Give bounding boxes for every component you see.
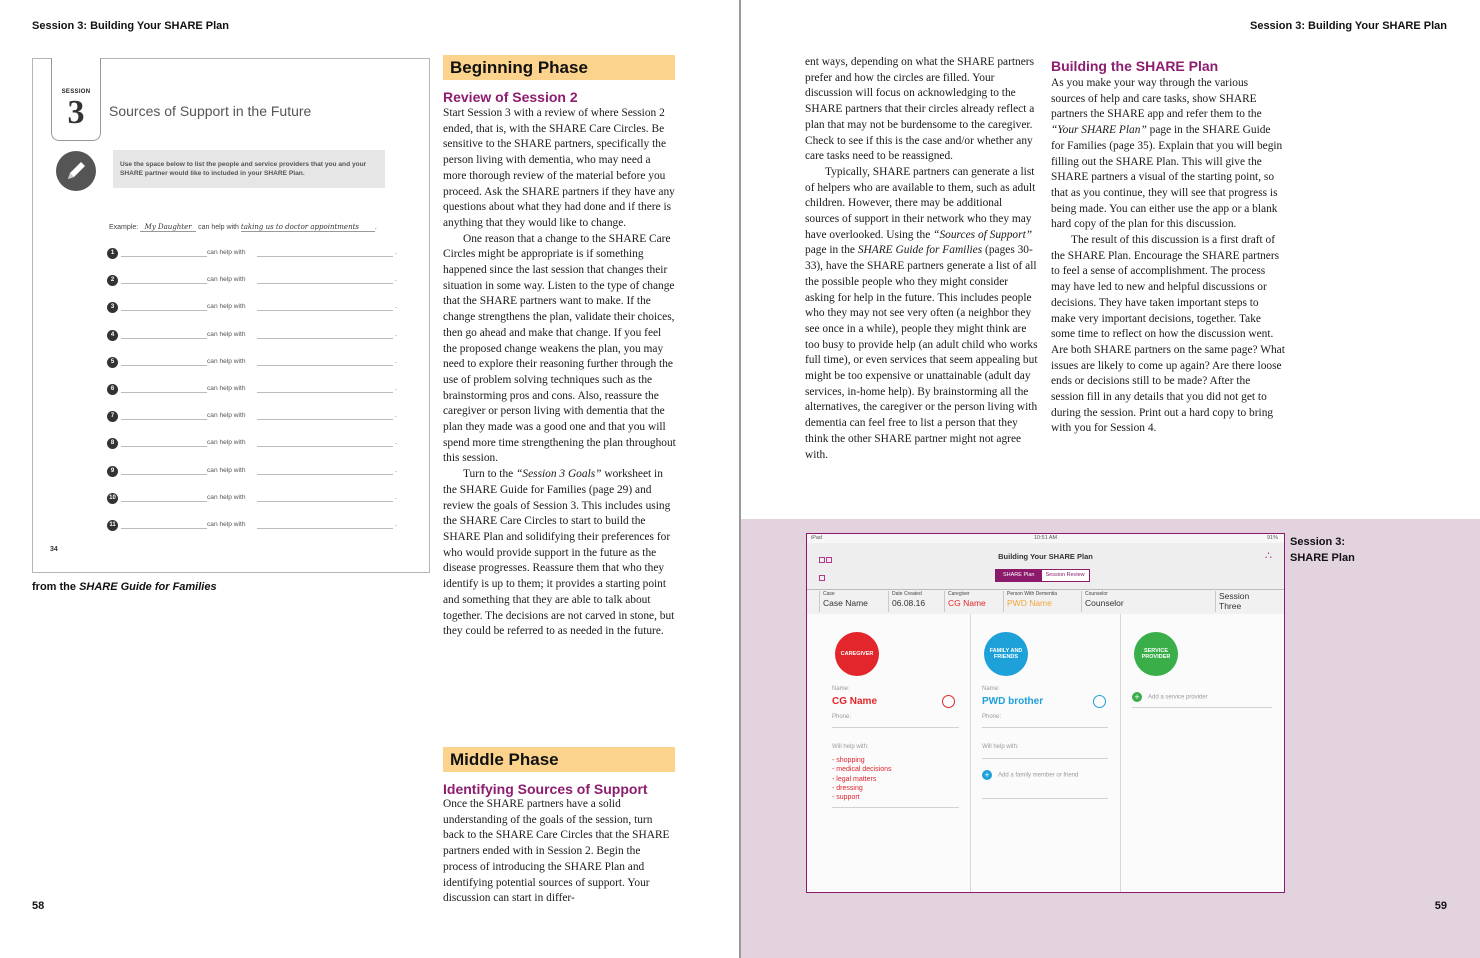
running-head-right: Session 3: Building Your SHARE Plan — [1249, 20, 1447, 32]
divider — [1132, 707, 1272, 708]
page-number-right: 59 — [1434, 900, 1447, 912]
worksheet-instructions: Use the space below to list the people and service providers that you and your SHARE partner would like to included in your SHARE Plan. — [113, 150, 385, 188]
right-column-1 — [805, 55, 1038, 463]
caregiver-circle: CAREGIVER — [835, 632, 879, 676]
caregiver-name: CG Name — [832, 696, 878, 707]
case-info-bar — [807, 589, 1284, 615]
can-help-with-label: can help with — [207, 303, 246, 311]
page-number-left: 58 — [32, 900, 45, 912]
row-number: 3 — [107, 302, 118, 313]
divider — [832, 807, 959, 808]
task-item: - shopping — [832, 757, 865, 764]
task-item: - legal matters — [832, 775, 877, 783]
paragraph: As you make your way through the various sources of help and care tasks, show SHARE partners the SHARE app and refer them to the “Your SHARE Plan” page in the SHARE Guide for Families (page 35). Explain that you will begin filling out the SHARE Plan. This will give the SHARE partners a visual of the starting point, so that as you continue, they will see that progress is being made. You can either use the app or a blank hard copy of the plan for this discussion. — [1051, 77, 1283, 231]
can-help-with-label: can help with — [207, 493, 246, 501]
task-item: - medical decisions — [832, 766, 892, 774]
figure-side-label: Session 3: SHARE Plan — [1290, 536, 1355, 564]
period: . — [395, 521, 397, 528]
can-help-with-label: can help with — [207, 385, 246, 392]
app-title: Building Your SHARE Plan — [998, 552, 1093, 561]
row-number: 8 — [107, 438, 118, 449]
plus-icon: + — [982, 770, 992, 780]
period: . — [395, 330, 397, 338]
task-item: - support — [832, 794, 860, 802]
share-icon[interactable]: ∴ — [1265, 550, 1272, 562]
period: . — [395, 249, 397, 256]
worksheet-row[interactable] — [107, 438, 397, 452]
session-tab-label: SESSION — [61, 89, 91, 95]
session-tab-number: 3 — [67, 94, 85, 131]
share-app-screenshot — [806, 533, 1285, 893]
identifying-sources-subhead: Identifying Sources of Support — [443, 781, 648, 797]
divider — [832, 727, 959, 728]
building-share-plan-subhead: Building the SHARE Plan — [1051, 58, 1219, 74]
caregiver-cell: Caregiver CG Name — [944, 591, 986, 612]
segmented-control — [995, 569, 1090, 582]
family-friends-column — [970, 614, 1121, 892]
paragraph: One reason that a change to the SHARE Care Circles might be appropriate is if something happened since the last session that changes their situation in some way. Listen to the type of change that the SHARE partners want to make. If the change strengthens the plan, validate their choices, then go ahead and make that change. If you feel the proposed change weakens the plan, you may need to explore their reasoning further through the use of problem solving techniques such as the brainstorming pros and cons. Also, reassure the caregiver or person living with dementia that the plan they made was a good one and that you will spend more time strengthening the plan throughout this session. — [443, 232, 676, 465]
worksheet-row[interactable] — [107, 275, 397, 289]
can-help-with-label: can help with — [207, 330, 246, 338]
row-number: 2 — [107, 275, 118, 286]
ipad-status-bar: iPad 10:51 AM 91% — [811, 535, 1278, 541]
running-head-left: Session 3: Building Your SHARE Plan — [32, 20, 230, 32]
name-label: Name: — [982, 686, 1000, 692]
tab-share-plan[interactable]: SHARE Plan — [996, 570, 1042, 581]
divider — [982, 758, 1108, 759]
service-provider-circle: SERVICE PROVIDER — [1134, 632, 1178, 676]
beginning-phase-header: Beginning Phase — [443, 55, 675, 80]
edit-icon[interactable] — [1093, 695, 1106, 708]
middle-phase-header: Middle Phase — [443, 747, 675, 772]
person-blank[interactable] — [121, 446, 207, 447]
phone-label: Phone: — [982, 714, 1002, 720]
right-column-2 — [1051, 76, 1285, 437]
task-blank[interactable] — [257, 474, 393, 475]
caregiver-column — [807, 614, 971, 892]
row-number: 7 — [107, 411, 118, 422]
worksheet-row[interactable] — [107, 302, 397, 316]
add-family-member-button[interactable]: + Add a family member or friend — [982, 770, 1078, 780]
person-blank[interactable] — [121, 501, 207, 502]
person-blank[interactable] — [121, 365, 207, 366]
can-help-with-label: can help with — [207, 276, 246, 284]
row-number: 6 — [107, 384, 118, 395]
worksheet-row[interactable] — [107, 330, 397, 344]
worksheet-row[interactable] — [107, 411, 397, 425]
can-help-with-label: can help with — [207, 412, 246, 420]
person-blank[interactable] — [121, 310, 207, 311]
add-service-provider-button[interactable]: + Add a service provider — [1132, 692, 1208, 702]
tab-session-review[interactable]: Session Review — [1042, 570, 1089, 581]
worksheet-row[interactable] — [107, 466, 397, 480]
will-help-label: Will help with: — [832, 744, 869, 750]
task-blank[interactable] — [257, 446, 393, 447]
can-help-with-label: can help with — [207, 439, 246, 447]
row-number: 1 — [107, 248, 118, 259]
task-blank[interactable] — [257, 338, 393, 339]
caregiver-tasks — [832, 756, 892, 802]
person-blank[interactable] — [121, 283, 207, 284]
row-number: 9 — [107, 466, 118, 477]
period: . — [395, 303, 397, 311]
counselor-cell: Counselor Counselor — [1081, 591, 1124, 612]
divider — [982, 798, 1108, 799]
paragraph: Turn to the “Session 3 Goals” worksheet in the SHARE Guide for Families (page 29) and review the goals of Session 3. This includes using the SHARE Care Circles to start to build the SHARE Plan and solidifying their preferences for who would provide support in the future as the disease progresses. Reassure them that who they identify is up to them; it provides a starting point and something that they are able to talk about together. The decisions are not carved in stone, but they could be referred to as needed in the future. — [443, 468, 675, 638]
can-help-with-label: can help with — [207, 357, 246, 365]
task-blank[interactable] — [257, 419, 393, 420]
name-label: Name: — [832, 686, 850, 692]
edit-icon[interactable] — [942, 695, 955, 708]
app-header — [807, 543, 1284, 589]
worksheet-row[interactable] — [107, 493, 397, 507]
case-cell: Case Case Name — [819, 591, 868, 612]
worksheet-row[interactable] — [107, 384, 397, 398]
worksheet-row[interactable] — [107, 248, 397, 262]
can-help-with-label: can help with — [207, 249, 246, 256]
family-member-name: PWD brother — [982, 696, 1044, 707]
person-blank[interactable] — [121, 474, 207, 475]
paragraph: Typically, SHARE partners can generate a list of helpers who are available to them, such as adult children. However, there may be additional sources of support in their network who they may have overlooked. Using the “Sources of Support” page in the SHARE Guide for Families (pages 30-33), have the SHARE partners generate a list of all the possible people who they might consider asking for help in the future. This includes people who they may not see very often (a neighbor they see once in a while), people they might think are too busy to provide help (an adult child who works full time), or even services that seem appealing but might be too expensive or unattainable (adult day services, in-home help). By brainstorming all the alternatives, the caregiver or the person living with dementia can feel free to list a person that they think the other SHARE partner might not agree with. — [805, 165, 1038, 461]
task-blank[interactable] — [257, 365, 393, 366]
middle-phase-body — [443, 797, 676, 907]
worksheet-example: Example: My Daughter can help with taking us to doctor appointments . — [109, 223, 377, 231]
divider — [982, 727, 1108, 728]
task-blank[interactable] — [257, 310, 393, 311]
service-provider-column — [1120, 614, 1284, 892]
beginning-phase-body — [443, 106, 676, 640]
paragraph: ent ways, depending on what the SHARE partners prefer and how the circles are filled. Your discussion will focus on acknowledging to the SHARE partners that their circles already reflect a plan that may not be burdensome to the caregiver. Check to see if this is the case and/or whether any care tasks need to be reassigned. — [805, 56, 1035, 163]
phone-label: Phone: — [832, 714, 852, 720]
will-help-label: Will help with: — [982, 744, 1019, 750]
row-number: 4 — [107, 330, 118, 341]
person-with-dementia-cell: Person With Dementia PWD Name — [1003, 591, 1057, 612]
period: . — [395, 357, 397, 365]
family-friends-circle: FAMILY AND FRIENDS — [984, 632, 1028, 676]
pencil-icon — [56, 151, 96, 191]
worksheet-title: Sources of Support in the Future — [109, 103, 312, 119]
person-blank[interactable] — [121, 338, 207, 339]
period: . — [395, 466, 397, 474]
worksheet-figure — [32, 58, 430, 573]
right-page — [741, 0, 1480, 958]
date-created-cell: Date Created 06.08.16 — [888, 591, 925, 612]
worksheet-row[interactable] — [107, 357, 397, 371]
person-blank[interactable] — [121, 256, 207, 257]
task-item: - dressing — [832, 784, 863, 792]
row-number: 10 — [107, 493, 118, 504]
figure-caption: from the SHARE Guide for Families — [32, 581, 217, 593]
period: . — [395, 276, 397, 284]
row-number: 5 — [107, 357, 118, 368]
session-cell: Session Three — [1215, 591, 1269, 612]
session-tab — [51, 58, 101, 141]
worksheet-page-number: 34 — [50, 546, 58, 553]
paragraph: The result of this discussion is a first draft of the SHARE Plan. Encourage the SHARE partners to feel a sense of accomplishment. The process may have led to new and helpful discussions or decisions. They have taken important steps to make very important decisions, together. Take some time to reflect on how the discussion went. Are both SHARE partners on the same page? What issues are likely to come up again? Are there loose ends or decisions still to be made? After the session fill in any details that you did not get to during the session. Print out a hard copy to bring with you for Session 4. — [1051, 234, 1285, 435]
plan-columns — [807, 614, 1284, 892]
paragraph: Start Session 3 with a review of where Session 2 ended, that is, with the SHARE Care Circles. Be sensitive to the SHARE partners, specifically the person living with dementia, who may need a more thorough review of the material before you proceed. Ask the SHARE partners if they have any questions about what they had done and if there is anything that they would like to change. — [443, 107, 675, 229]
row-number: 11 — [107, 520, 118, 531]
task-blank[interactable] — [257, 528, 393, 529]
period: . — [395, 412, 397, 420]
period: . — [395, 385, 397, 392]
can-help-with-label: can help with — [207, 521, 246, 528]
plus-icon: + — [1132, 692, 1142, 702]
person-blank[interactable] — [121, 392, 207, 393]
task-blank[interactable] — [257, 256, 393, 257]
task-blank[interactable] — [257, 283, 393, 284]
can-help-with-label: can help with — [207, 466, 246, 474]
person-blank[interactable] — [121, 419, 207, 420]
period: . — [395, 439, 397, 447]
task-blank[interactable] — [257, 501, 393, 502]
task-blank[interactable] — [257, 392, 393, 393]
worksheet-row[interactable] — [107, 520, 397, 534]
period: . — [395, 493, 397, 501]
paragraph: Once the SHARE partners have a solid understanding of the goals of the session, turn back to the SHARE Care Circles that the SHARE partners ended with in Session 2. Begin the process of introducing the SHARE Plan and identifying potential sources of support. Your discussion can start in differ- — [443, 798, 670, 905]
person-blank[interactable] — [121, 528, 207, 529]
review-session-subhead: Review of Session 2 — [443, 89, 578, 105]
